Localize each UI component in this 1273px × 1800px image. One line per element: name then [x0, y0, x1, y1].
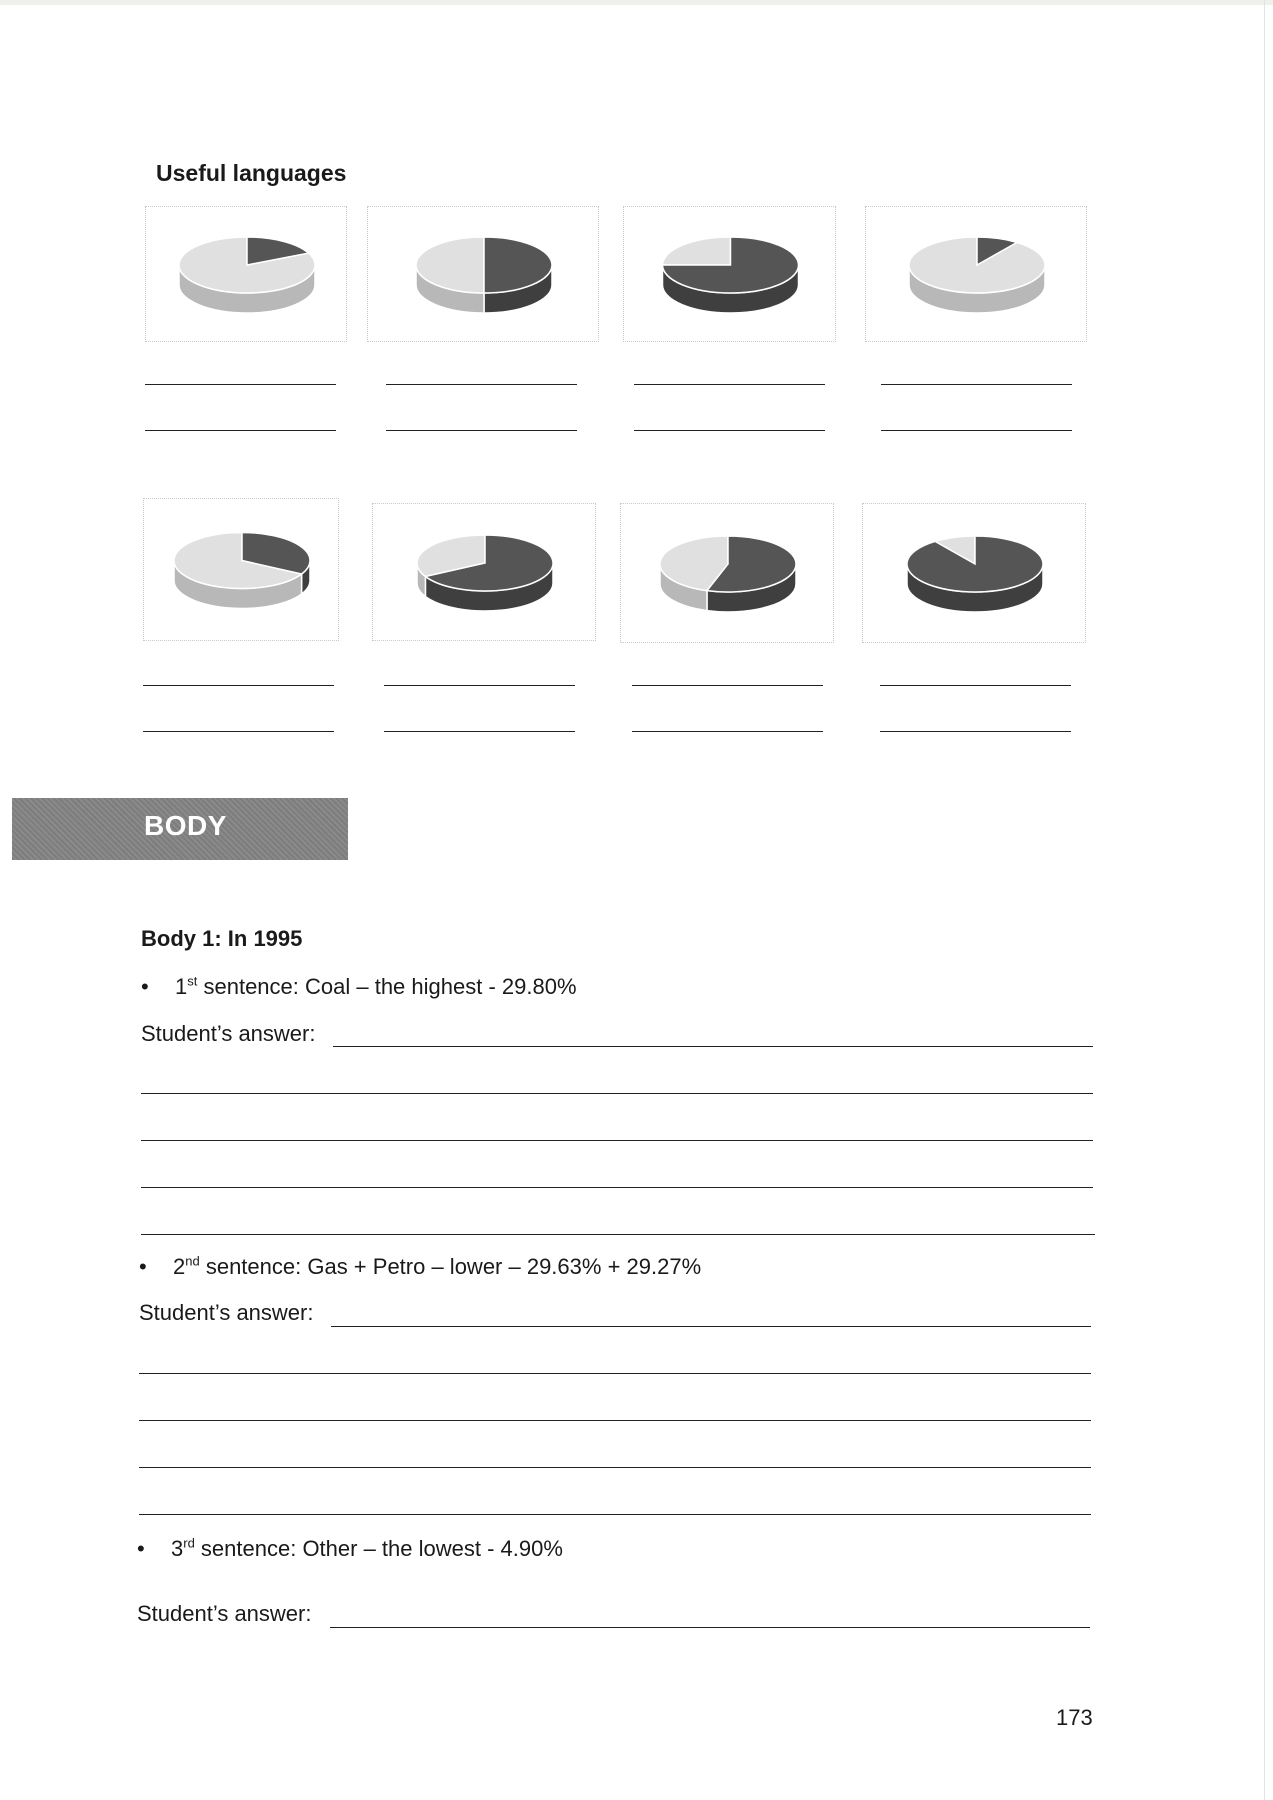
blank-line[interactable]	[632, 685, 823, 686]
pie-chart-5-graphic	[144, 499, 340, 642]
pie-chart-4-graphic	[866, 207, 1088, 343]
bullet-1-suffix: st	[187, 973, 198, 989]
pie-chart-6	[372, 503, 596, 641]
answer-line[interactable]	[139, 1514, 1091, 1515]
blank-line[interactable]	[881, 430, 1072, 431]
pie-chart-1-graphic	[146, 207, 348, 343]
pie-chart-2-graphic	[368, 207, 600, 343]
blank-line[interactable]	[632, 731, 823, 732]
answer-line[interactable]	[139, 1373, 1091, 1374]
page-number: 173	[1056, 1705, 1093, 1730]
bullet-1-number: 1	[175, 974, 188, 999]
answer-line[interactable]	[139, 1420, 1091, 1421]
blank-line[interactable]	[880, 685, 1071, 686]
answer-line[interactable]	[141, 1093, 1093, 1094]
answer-line[interactable]	[330, 1627, 1090, 1628]
pie-chart-6-graphic	[373, 504, 597, 642]
blank-line[interactable]	[384, 731, 575, 732]
bullet-1	[141, 974, 577, 1000]
pie-chart-8	[862, 503, 1086, 643]
blank-line[interactable]	[384, 685, 575, 686]
blank-line[interactable]	[386, 384, 577, 385]
answer-line[interactable]	[141, 1140, 1093, 1141]
blank-line[interactable]	[145, 430, 336, 431]
bullet-3-number: 3	[171, 1536, 184, 1561]
body-section-banner	[12, 798, 348, 860]
pie-slice-dark	[907, 536, 1043, 592]
bullet-dot: •	[139, 1254, 147, 1279]
bullet-2-suffix: nd	[185, 1253, 200, 1269]
useful-languages-title: Useful languages	[156, 160, 347, 186]
pie-chart-4	[865, 206, 1087, 342]
answer-line[interactable]	[141, 1234, 1095, 1235]
pie-chart-7	[620, 503, 834, 643]
blank-line[interactable]	[145, 384, 336, 385]
blank-line[interactable]	[634, 430, 825, 431]
pie-chart-1	[145, 206, 347, 342]
page-top-strip	[0, 0, 1273, 5]
bullet-dot: •	[137, 1536, 145, 1561]
bullet-1-text: sentence: Coal – the highest - 29.80%	[197, 974, 577, 999]
body-1-heading: Body 1: In 1995	[141, 926, 303, 951]
page-edge	[1264, 0, 1265, 1800]
answer-line[interactable]	[141, 1187, 1093, 1188]
bullet-3-suffix: rd	[183, 1535, 195, 1551]
blank-line[interactable]	[881, 384, 1072, 385]
bullet-3-text: sentence: Other – the lowest - 4.90%	[194, 1536, 563, 1561]
bullet-3	[137, 1536, 563, 1562]
pie-chart-7-graphic	[621, 504, 835, 644]
pie-chart-8-graphic	[863, 504, 1087, 644]
answer-line[interactable]	[333, 1046, 1093, 1047]
student-answer-label: Student’s answer:	[137, 1601, 312, 1626]
student-answer-label: Student’s answer:	[139, 1300, 314, 1325]
bullet-2-text: sentence: Gas + Petro – lower – 29.63% + 29.27%	[199, 1254, 702, 1279]
blank-line[interactable]	[386, 430, 577, 431]
blank-line[interactable]	[880, 731, 1071, 732]
pie-chart-2	[367, 206, 599, 342]
pie-chart-3-graphic	[624, 207, 837, 343]
blank-line[interactable]	[143, 685, 334, 686]
pie-slice-light	[663, 237, 731, 265]
blank-line[interactable]	[143, 731, 334, 732]
answer-line[interactable]	[331, 1326, 1091, 1327]
bullet-2-number: 2	[173, 1254, 186, 1279]
bullet-2	[139, 1254, 701, 1280]
student-answer-label: Student’s answer:	[141, 1021, 316, 1046]
bullet-dot: •	[141, 974, 149, 999]
pie-chart-5	[143, 498, 339, 641]
blank-line[interactable]	[634, 384, 825, 385]
pie-chart-3	[623, 206, 836, 342]
answer-line[interactable]	[139, 1467, 1091, 1468]
body-banner-label: BODY	[144, 810, 227, 841]
